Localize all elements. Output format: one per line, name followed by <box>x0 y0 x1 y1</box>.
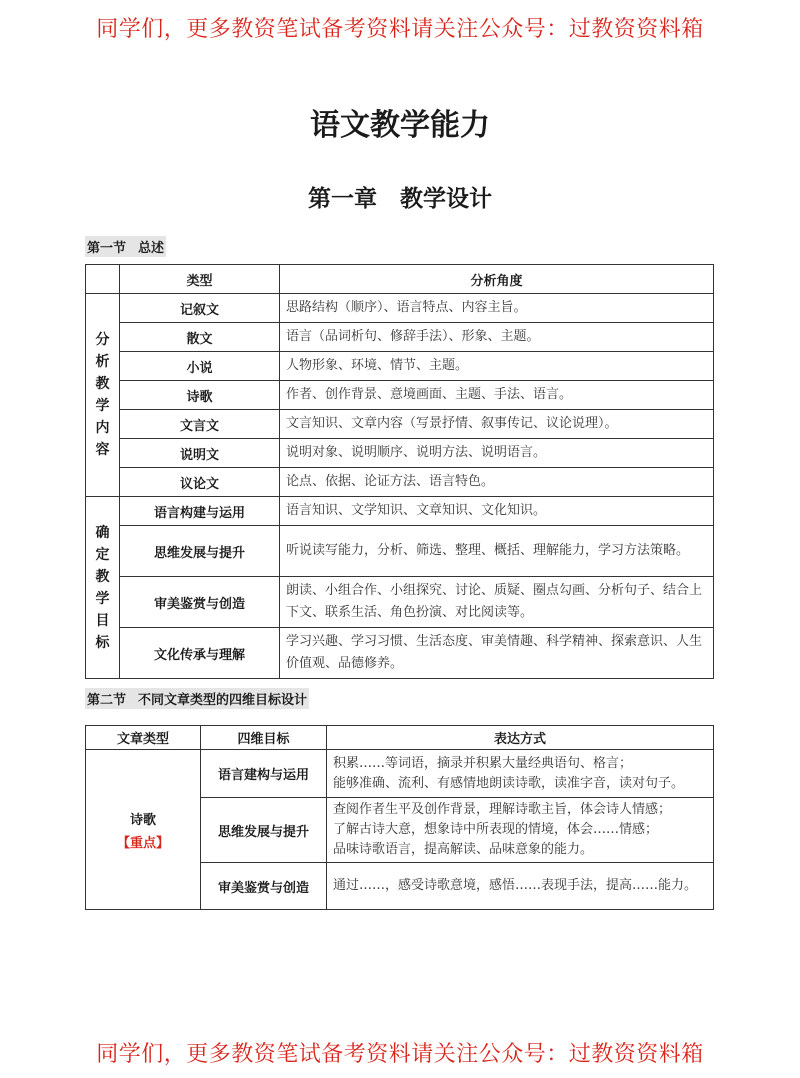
row-type: 审美鉴赏与创造 <box>120 577 280 628</box>
row-desc: 朗读、小组合作、小组探究、讨论、质疑、圈点勾画、分析句子、结合上下文、联系生活、角色扮演、对比阅读等。 <box>280 577 714 628</box>
section1-title: 总述 <box>138 241 165 256</box>
group-label-goals: 确 定 教 学 目 标 <box>86 497 120 679</box>
row-type: 文言文 <box>120 410 280 439</box>
article-type-cell <box>86 750 201 910</box>
header-article-type: 文章类型 <box>86 726 201 750</box>
row-desc: 论点、依据、论证方法、语言特色。 <box>280 468 714 497</box>
header-type: 类型 <box>120 265 280 294</box>
key-tag: 【重点】 <box>116 835 169 851</box>
goal-cell: 语言建构与运用 <box>201 750 327 798</box>
document-title: 语文教学能力 <box>310 108 490 143</box>
section2-heading <box>85 688 309 709</box>
row-type: 说明文 <box>120 439 280 468</box>
row-type: 议论文 <box>120 468 280 497</box>
row-desc: 文言知识、文章内容（写景抒情、叙事传记、议论说理）。 <box>280 410 714 439</box>
section2-title: 不同文章类型的四维目标设计 <box>138 693 308 708</box>
row-desc: 语言（品词析句、修辞手法）、形象、主题。 <box>280 323 714 352</box>
section1-heading <box>85 236 166 257</box>
chapter-title: 第一章 教学设计 <box>308 185 492 212</box>
row-type: 思维发展与提升 <box>120 526 280 577</box>
four-dimension-table <box>85 725 714 910</box>
section1-number: 第一节 <box>87 241 127 256</box>
row-type: 记叙文 <box>120 294 280 323</box>
header-expression: 表达方式 <box>327 726 714 750</box>
top-banner: 同学们，更多教资笔试备考资料请关注公众号：过教资资料箱 <box>96 17 704 42</box>
row-desc: 学习兴趣、学习习惯、生活态度、审美情趣、科学精神、探索意识、人生价值观、品德修养。 <box>280 628 714 679</box>
article-type: 诗歌 <box>129 812 156 828</box>
group-label-content: 分 析 教 学 内 容 <box>86 294 120 497</box>
table-corner-cell <box>86 265 120 294</box>
row-type: 语言构建与运用 <box>120 497 280 526</box>
row-desc: 说明对象、说明顺序、说明方法、说明语言。 <box>280 439 714 468</box>
expression-cell: 通过……，感受诗歌意境，感悟……表现手法，提高……能力。 <box>327 863 714 910</box>
header-goal: 四维目标 <box>201 726 327 750</box>
row-desc: 作者、创作背景、意境画面、主题、手法、语言。 <box>280 381 714 410</box>
row-type: 散文 <box>120 323 280 352</box>
bottom-banner: 同学们，更多教资笔试备考资料请关注公众号：过教资资料箱 <box>96 1042 704 1067</box>
row-type: 文化传承与理解 <box>120 628 280 679</box>
row-desc: 听说读写能力，分析、筛选、整理、概括、理解能力，学习方法策略。 <box>280 526 714 577</box>
section2-number: 第二节 <box>87 693 127 708</box>
row-desc: 人物形象、环境、情节、主题。 <box>280 352 714 381</box>
row-desc: 思路结构（顺序）、语言特点、内容主旨。 <box>280 294 714 323</box>
row-type: 小说 <box>120 352 280 381</box>
row-desc: 语言知识、文学知识、文章知识、文化知识。 <box>280 497 714 526</box>
goal-cell: 审美鉴赏与创造 <box>201 863 327 910</box>
expression-cell: 积累……等词语，摘录并积累大量经典语句、格言； 能够准确、流利、有感情地朗读诗歌，读准字音，读对句子。 <box>327 750 714 798</box>
header-analysis: 分析角度 <box>280 265 714 294</box>
expression-cell: 查阅作者生平及创作背景，理解诗歌主旨，体会诗人情感； 了解古诗大意，想象诗中所表现的情境，体会……情感； 品味诗歌语言，提高解读、品味意象的能力。 <box>327 798 714 863</box>
row-type: 诗歌 <box>120 381 280 410</box>
overview-table <box>85 264 714 679</box>
goal-cell: 思维发展与提升 <box>201 798 327 863</box>
